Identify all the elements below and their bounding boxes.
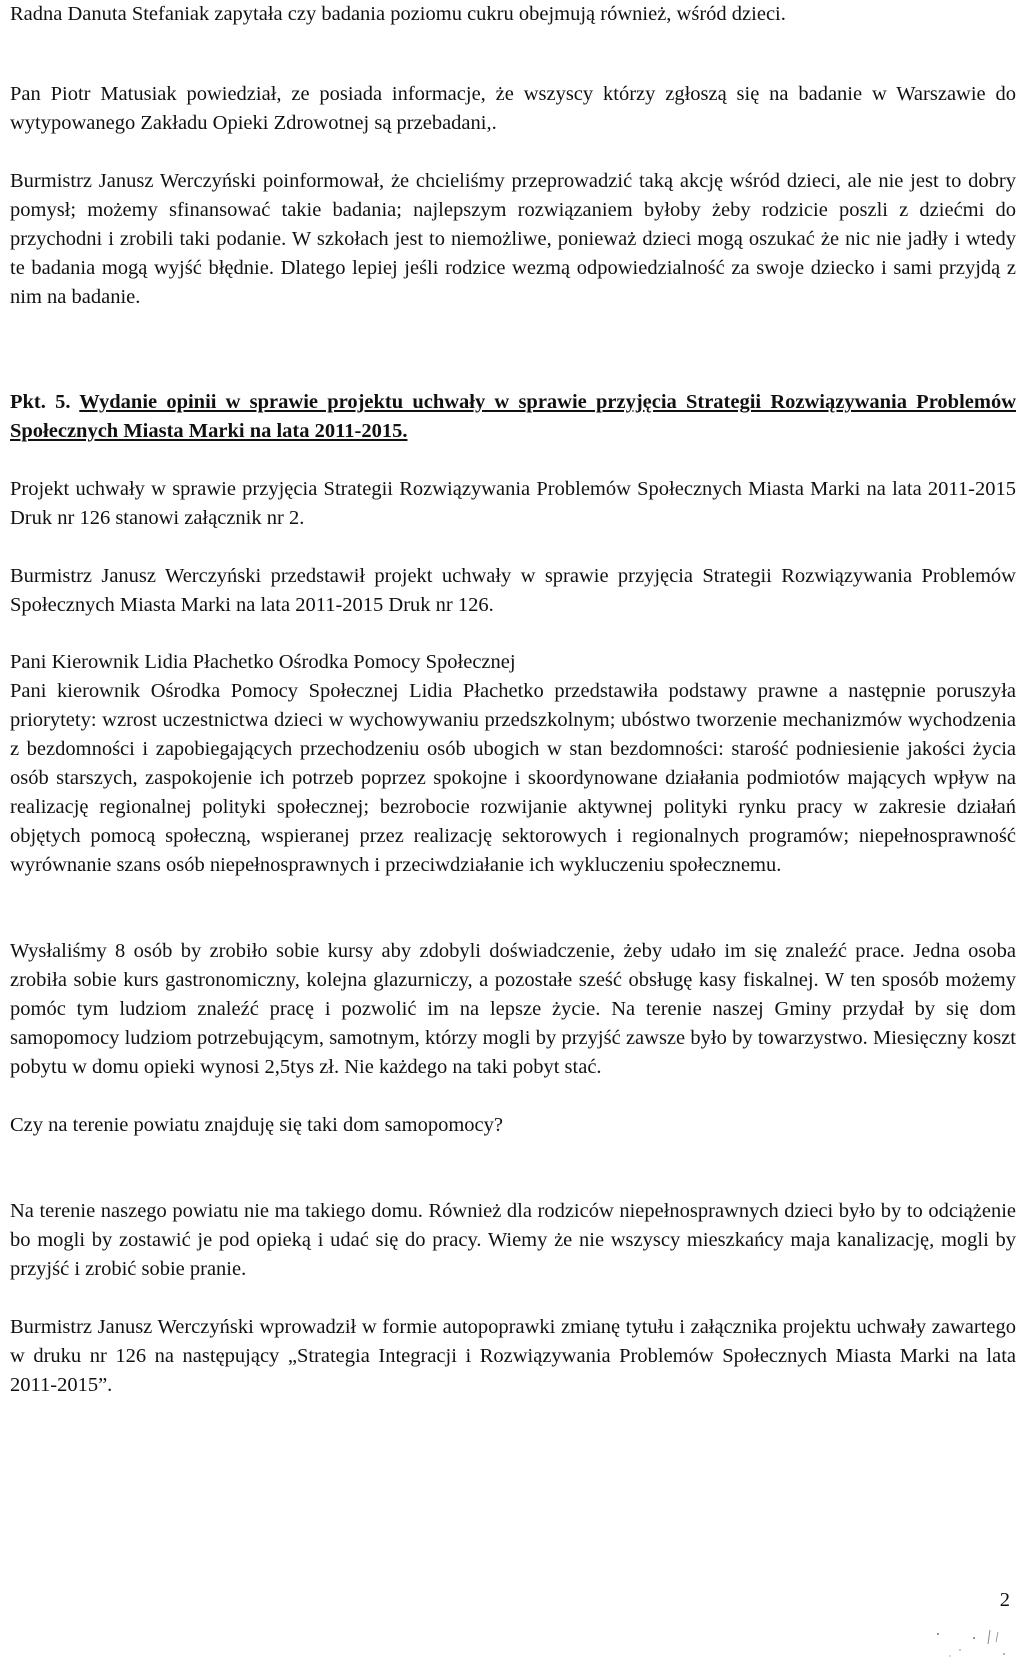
paragraph-matusiak-answer: Pan Piotr Matusiak powiedział, ze posiada informacje, że wszyscy którzy zgłoszą się na badanie w Warszawie do wytypowanego Zakładu Opieki Zdrowotnej są przebadani,. — [10, 83, 1016, 134]
paragraph-werczynski-projekt: Burmistrz Janusz Werczyński przedstawił projekt uchwały w sprawie przyjęcia Strategii Rozwiązywania Problemów Społecznych Miasta Marki na lata 2011-2015 Druk nr 126. — [10, 565, 1016, 616]
document-page — [10, 0, 1016, 1667]
paragraph-question-dom-samopomocy: Czy na terenie powiatu znajduję się taki dom samopomocy? — [10, 1114, 503, 1136]
paragraph-kierownik-priorytety: Pani kierownik Ośrodka Pomocy Społecznej Lidia Płachetko przedstawiła podstawy prawne a następnie poruszyła priorytety: wzrost uczestnictwa dzieci w wychowywaniu przedszkolnym; ubóstwo tworzenie mechanizmów wychodzenia z bezdomności i zapobiegających przechodzeniu osób ubogich w stan bezdomności: starość podniesienie jakości życia osób starszych, zaspokojenie ich potrzeb poprzez spokojne i skoordynowane działania podmiotów mających wpływ na realizację regionalnej polityki społecznej; bezrobocie rozwijanie aktywnej polityki rynku pracy w zakresie działań objętych pomocą społeczną, wspieranej przez realizację sektorowych i regionalnych programów; niepełnosprawność wyrównanie szans osób niepełnosprawnych i przeciwdziałanie ich wykluczeniu społecznemu. — [10, 680, 1016, 876]
page-number: 2 — [999, 1589, 1010, 1611]
paragraph-kierownik-header: Pani Kierownik Lidia Płachetko Ośrodka Pomocy Społecznej — [10, 651, 516, 673]
heading-title: Wydanie opinii w sprawie projektu uchwały w sprawie przyjęcia Strategii Rozwiązywania Problemów Społecznych Miasta Marki na lata 2011-2015. — [10, 391, 1017, 442]
paragraph-autopoprawka: Burmistrz Janusz Werczyński wprowadził w formie autopoprawki zmianę tytułu i załącznika projektu uchwały zawartego w druku nr 126 na następujący „Strategia Integracji i Rozwiązywania Problemów Społecznych Miasta Marki na lata 2011-2015”. — [10, 1316, 1016, 1396]
paragraph-kursy: Wysłaliśmy 8 osób by zrobiło sobie kursy aby zdobyli doświadczenie, żeby udało im się znaleźć prace. Jedna osoba zrobiła sobie kurs gastronomiczny, kolejna glazurniczy, a pozostałe sześć obsługę kasy fiskalnej. W ten sposób możemy pomóc tym ludziom znaleźć pracę i pozwolić im na lepsze życie. Na terenie naszej Gminy przydał by się dom samopomocy ludziom potrzebującym, samotnym, którzy mogli by przyjść zawsze było by towarzystwo. Miesięczny koszt pobytu w domu opieki wynosi 2,5tys zł. Nie każdego na taki pobyt stać. — [10, 940, 1016, 1078]
paragraph-werczynski-info: Burmistrz Janusz Werczyński poinformował, że chcieliśmy przeprowadzić taką akcję wśród dzieci, ale nie jest to dobry pomysł; możemy sfinansować takie badania; najlepszym rozwiązaniem byłoby żeby rodzicie poszli z dziećmi do przychodni i zrobili taki podanie. W szkołach jest to niemożliwe, ponieważ dzieci mogą oszukać że nic nie jadły i wtedy te badania mogą wyjść błędnie. Dlatego lepiej jeśli rodzice wezmą odpowiedzialność za swoje dziecko i sami przyjdą z nim na badanie. — [10, 170, 1016, 308]
paragraph-answer-dom-samopomocy: Na terenie naszego powiatu nie ma takiego domu. Również dla rodziców niepełnosprawnych dzieci było by to odciążenie bo mogli by zostawić je pod opieką i udać się do pracy. Wiemy że nie wszyscy mieszkańcy maja kanalizację, mogli by przyjść i zrobić sobie pranie. — [10, 1200, 1016, 1280]
paragraph-projekt-uchwaly: Projekt uchwały w sprawie przyjęcia Strategii Rozwiązywania Problemów Społecznych Miasta Marki na lata 2011-2015 Druk nr 126 stanowi załącznik nr 2. — [10, 478, 1016, 529]
paragraph-stefaniak-question: Radna Danuta Stefaniak zapytała czy badania poziomu cukru obejmują również, wśród dzieci. — [10, 3, 786, 25]
heading-prefix: Pkt. 5. — [10, 391, 71, 413]
section-heading-pkt-5 — [10, 388, 1016, 446]
scan-specks — [930, 1620, 1020, 1660]
